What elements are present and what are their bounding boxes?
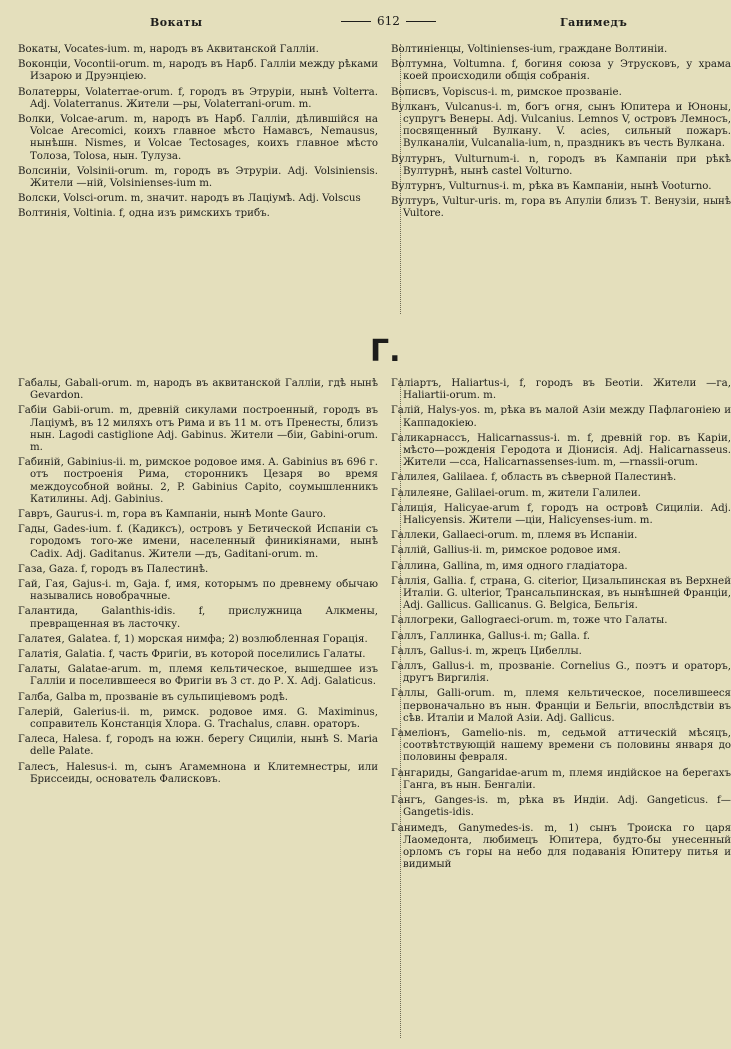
dictionary-entry: Вултурнъ, Vulturnus-i. m, рѣка въ Кампаніи, нынѣ Vooturno. bbox=[391, 181, 712, 193]
dictionary-entry: Волтумна, Voltumna. f, богиня союза у Этрусковъ, у храма коей происходили общія собранія. bbox=[391, 59, 731, 83]
dictionary-entry: Галлогреки, Gallograeci-orum. m, тоже что Галаты. bbox=[391, 615, 668, 627]
dictionary-entry: Галлы, Galli-orum. m, племя кельтическое, поселившееся первоначально въ нын. Франціи и Бельгіи, впослѣдствіи въ сѣв. Италіи и Малой Азіи. Adj. Gallicus. bbox=[391, 688, 731, 724]
dictionary-entry: Вописвъ, Vopiscus-i. m, римское прозваніе. bbox=[391, 86, 622, 98]
dictionary-entry: Галлія, Gallia. f, страна, G. citerior, Цизальпинская въ Верхней Италіи. G. ulterior, Трансальпинская, въ нынѣшней Франціи, Adj. Gallicus. Gallicanus. G. Belgica, Бельгія. bbox=[391, 575, 731, 612]
column-left bbox=[18, 378, 378, 789]
dictionary-entry: Вултуръ, Vultur-uris. m, гора въ Апуліи близъ Т. Венузіи, нынѣ Vultore. bbox=[391, 196, 731, 220]
dictionary-entry: Габиній, Gabinius-ii. m, римское родовое имя. A. Gabinius въ 696 г. отъ построенія Рима, сторонникъ Цезаря во время междоусобной войны. 2, P. Gabinius Capito, соумышленникъ Катилины. Adj. Gabinius. bbox=[18, 457, 378, 505]
dictionary-entry: Вокаты, Vocates-ium. m, народъ въ Аквитанской Галліи. bbox=[18, 44, 319, 55]
dictionary-entry: Газа, Gaza. f, городъ въ Палестинѣ. bbox=[18, 563, 209, 575]
dictionary-entry: Галіартъ, Haliartus-i, f, городъ въ Беотіи. Жители —га, Haliartii-orum. m. bbox=[391, 378, 731, 402]
dictionary-entry: Гай, Гая, Gajus-i. m, Gaja. f, имя, которымъ по древнему обычаю назывались новобрачные. bbox=[18, 579, 378, 603]
dictionary-entry: Вултурнъ, Vulturnum-i. n, городъ въ Кампаніи при рѣкѣ Вултурнѣ, нынѣ castel Volturno. bbox=[391, 153, 731, 177]
dictionary-entry: Галлъ, Gallus-i. m, жрецъ Цибеллы. bbox=[391, 645, 582, 657]
dictionary-entry: Галантида, Galanthis-idis. f, прислужница Алкмены, превращенная въ ласточку. bbox=[18, 606, 378, 630]
dictionary-entry: Габіи Gabii-orum. m, древній сикулами построенный, городъ въ Лаціумѣ, въ 12 миляхъ отъ Рима и въ 11 м. отъ Пренесты, близъ нын. Lagodi castiglione Adj. Gabinus. Жители —біи, Gabini-orum. m. bbox=[18, 405, 378, 454]
dictionary-entry: Волсиніи, Volsinii-orum. m, городъ въ Этруріи. Adj. Volsiniensis. Жители —ній, Volsinienses-ium m. bbox=[18, 165, 378, 190]
dictionary-entry: Галатія, Galatia. f, часть Фригіи, въ которой поселились Галаты. bbox=[18, 649, 366, 661]
dictionary-entry: Гавръ, Gaurus-i. m, гора въ Кампаніи, нынѣ Monte Gauro. bbox=[18, 509, 326, 521]
dictionary-entry: Галерій, Galerius-ii. m, римск. родовое имя. G. Maximinus, соправитель Констанція Хлора. G. Trachalus, славн. ораторъ. bbox=[18, 706, 378, 731]
dictionary-entry: Галба, Galba m, прозваніе въ сульпиціевомъ родѣ. bbox=[18, 691, 288, 703]
dictionary-entry: Ганимедъ, Ganymedes-is. m, 1) сынъ Троиска го царя Лаомедонта, любимецъ Юпитера, будто-бы унесенный орломъ съ горы на небо для подаванія Юпитеру питья и видимый bbox=[391, 822, 731, 871]
page-number: 612 bbox=[335, 14, 442, 28]
dictionary-entry: Галлій, Gallius-ii. m, римское родовое имя. bbox=[391, 545, 621, 557]
dictionary-entry: Волски, Volsci-orum. m, значит. народъ въ Лаціумѣ. Adj. Volscus bbox=[18, 193, 361, 205]
dictionary-entry: Гангъ, Ganges-is. m, рѣка въ Индіи. Adj. Gangeticus. f— Gangetis-idis. bbox=[391, 795, 731, 819]
dictionary-entry: Галлина, Gallina, m, имя одного гладіатора. bbox=[391, 560, 628, 572]
dictionary-entry: Галаты, Galatae-arum. m, племя кельтическое, вышедшее изъ Галліи и поселившееся во Фригіи въ 3 ст. до Р. Х. Adj. Galaticus. bbox=[18, 664, 378, 688]
running-head-right: Ганимедъ bbox=[560, 16, 628, 29]
section-letter-heading: Г. bbox=[370, 334, 401, 369]
dictionary-entry: Галеса, Halesa. f, городъ на южн. берегу Сициліи, нынѣ S. Maria delle Palate. bbox=[18, 734, 378, 758]
section-v-continued bbox=[18, 44, 731, 314]
dictionary-entry: Воконціи, Vocontii-orum. m, народъ въ Нарб. Галліи между рѣками Изарою и Друэнціею. bbox=[18, 59, 378, 83]
dictionary-entry: Галлъ, Галлинка, Gallus-i. m; Galla. f. bbox=[391, 630, 590, 642]
dictionary-entry: Галатея, Galatea. f, 1) морская нимфа; 2) возлюбленная Горація. bbox=[18, 633, 368, 645]
dictionary-entry: Галлъ, Gallus-i. m, прозваніе. Cornelius G., поэтъ и ораторъ, другъ Виргилія. bbox=[391, 661, 731, 685]
dictionary-entry: Гамеліонъ, Gamelio-nis. m, седьмой аттическій мѣсяцъ, соотвѣтствующій нашему времени съ половины января до половины февраля. bbox=[391, 728, 731, 764]
dictionary-entry: Волатерры, Volaterrae-orum. f, городъ въ Этруріи, нынѣ Volterra. Adj. Volaterranus. Жители —ры, Volaterrani-orum. m. bbox=[18, 86, 378, 110]
dictionary-entry: Галлеки, Gallaeci-orum. m, племя въ Испаніи. bbox=[391, 530, 638, 542]
dictionary-entry: Галій, Halys-yos. m, рѣка въ малой Азіи между Пафлагоніею и Каппадокіею. bbox=[391, 405, 731, 429]
dictionary-entry: Галилея, Galilaea. f, область въ сѣверной Палестинѣ. bbox=[391, 472, 677, 484]
dictionary-entry: Галесъ, Halesus-i. m, сынъ Агамемнона и Клитемнестры, или Бриссеиды, основатель Фалисковъ. bbox=[18, 761, 378, 785]
dictionary-entry: Габалы, Gabali-orum. m, народъ въ аквитанской Галліи, гдѣ нынѣ Gevardon. bbox=[18, 378, 378, 402]
section-g bbox=[18, 378, 731, 1038]
column-left bbox=[18, 44, 378, 224]
dictionary-entry: Вулканъ, Vulcanus-i. m, богъ огня, сынъ Юпитера и Юноны, супругъ Венеры. Adj. Vulcanius. Lemnos V, островъ Лемносъ, посвященный Вулкану. V. acies, сильный пожаръ. Вулканаліи, Vulcanalia-ium, n, праздникъ въ честь Вулкана. bbox=[391, 101, 731, 150]
dictionary-entry: Волтинія, Voltinia. f, одна изъ римскихъ трибъ. bbox=[18, 208, 270, 220]
dictionary-entry: Волтиніенцы, Voltinienses-ium, граждане Волтиніи. bbox=[391, 44, 668, 55]
dictionary-entry: Галилеяне, Galilaei-orum. m, жители Галилеи. bbox=[391, 487, 641, 499]
dictionary-entry: Галиція, Halicyae-arum f, городъ на островѣ Сициліи. Adj. Halicyensis. Жители —ціи, Halicyenses-ium. m. bbox=[391, 502, 731, 527]
dictionary-entry: Галикарнассъ, Halicarnassus-i. m. f, древній гор. въ Каріи, мѣсто—рожденія Геродота и Діонисія. Adj. Halicarnasseus. Жители —сса, Halicarnassenses-ium. m, —rnassii-orum. bbox=[391, 432, 731, 469]
running-head-left: Вокаты bbox=[150, 16, 203, 29]
dictionary-entry: Волки, Volcae-arum. m, народъ въ Нарб. Галліи, дѣлившійся на Volcae Arecomici, коихъ главное мѣсто Намавсъ, Nemausus, нынѣшн. Nismes, и Volcae Tectosages, коихъ главное мѣсто Толоза, Tolosa, нын. Тулуза. bbox=[18, 114, 378, 162]
dictionary-entry: Гангариды, Gangaridae-arum m, племя индійское на берегахъ Ганга, въ нын. Бенгаліи. bbox=[391, 767, 731, 791]
column-right bbox=[391, 378, 731, 874]
dictionary-entry: Гады, Gades-ium. f. (Кадиксъ), островъ у Бетической Испаніи съ городомъ того-же имени, населенный финикіянами, нынѣ Cadix. Adj. Gaditanus. Жители —дъ, Gaditani-orum. m. bbox=[18, 524, 378, 560]
column-right bbox=[391, 44, 731, 224]
